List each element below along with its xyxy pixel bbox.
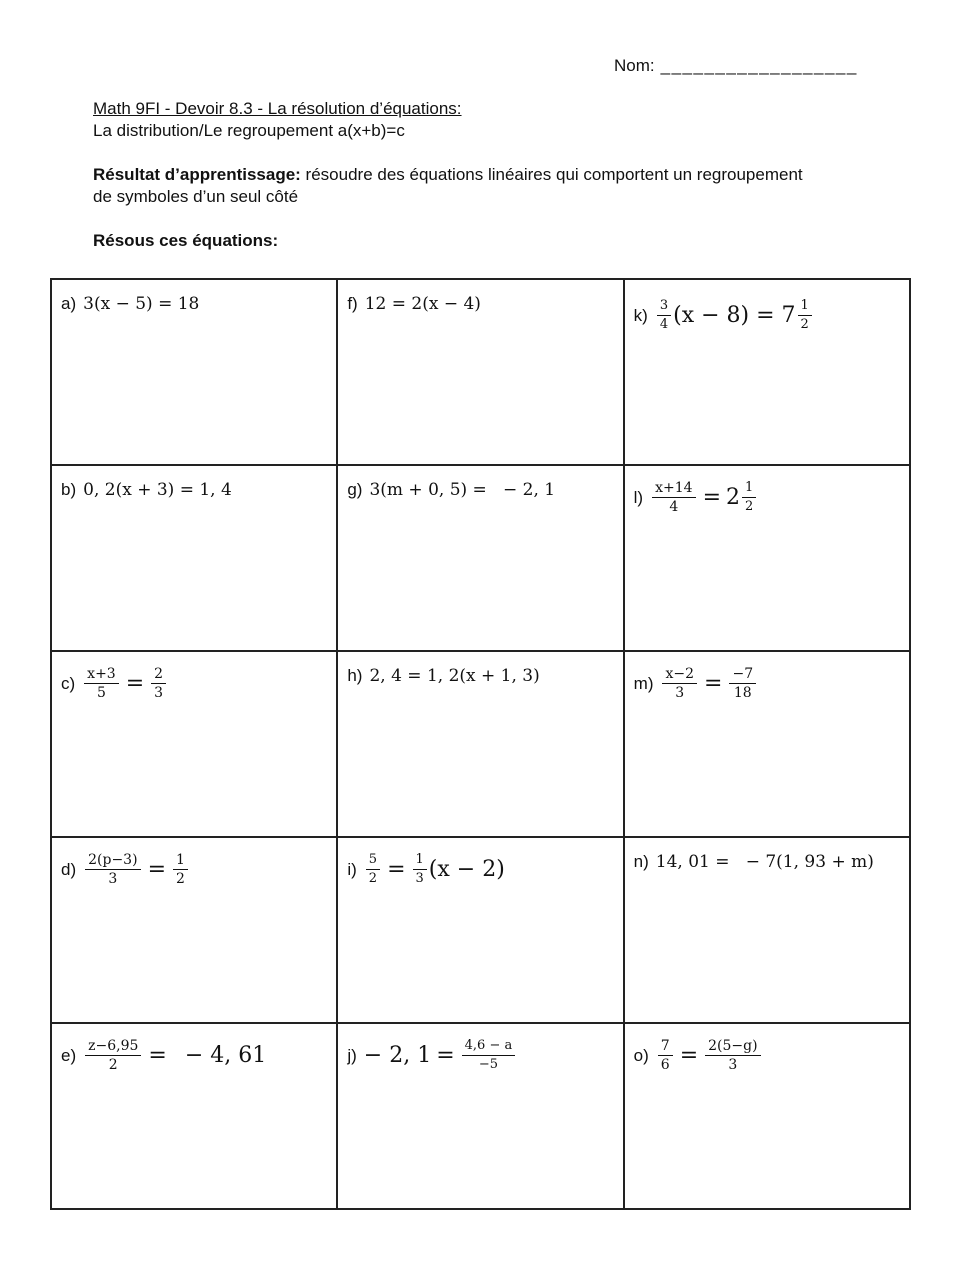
fraction: $\frac{7}{6}$ xyxy=(658,1038,673,1073)
fraction: $\frac{4,6 - a}{-5}$ xyxy=(462,1038,516,1073)
problem-label: c) xyxy=(61,673,76,693)
equation-grid xyxy=(50,278,911,1210)
equals-sign: = xyxy=(704,671,723,696)
problem-label: b) xyxy=(61,480,77,499)
problem-j[interactable] xyxy=(337,1023,623,1209)
learning-outcome xyxy=(93,164,813,208)
fraction: $\frac{-7}{18}$ xyxy=(729,666,756,701)
problem-e[interactable] xyxy=(51,1023,337,1209)
problem-m[interactable] xyxy=(624,651,910,837)
problem-k[interactable] xyxy=(624,279,910,465)
problem-f[interactable] xyxy=(337,279,623,465)
name-field[interactable] xyxy=(614,56,858,76)
equation: 3(x − 5) = 18 xyxy=(83,294,200,314)
problem-label: m) xyxy=(633,673,654,693)
equation: 3(m + 0, 5) = − 2, 1 xyxy=(369,480,556,500)
worksheet-subtitle: La distribution/Le regroupement a(x+b)=c xyxy=(93,121,405,140)
fraction: $\frac{1}{2}$ xyxy=(742,480,756,515)
equation: 2, 4 = 1, 2(x + 1, 3) xyxy=(369,666,540,686)
problem-b[interactable] xyxy=(51,465,337,651)
fraction: $\frac{3}{4}$ xyxy=(657,298,671,333)
equals-sign: = xyxy=(387,857,406,882)
instruction: Résous ces équations: xyxy=(93,231,279,250)
problem-h[interactable] xyxy=(337,651,623,837)
fraction: $\frac{1}{2}$ xyxy=(798,298,812,333)
fraction: $\frac{2(5-g)}{3}$ xyxy=(705,1038,760,1073)
problem-d[interactable] xyxy=(51,837,337,1023)
fraction: $\frac{x-2}{3}$ xyxy=(662,666,697,701)
equation-part: (x − 8) = 7 xyxy=(673,303,796,328)
problem-label: k) xyxy=(633,305,648,325)
equation: 14, 01 = − 7(1, 93 + m) xyxy=(655,852,874,872)
problem-label: d) xyxy=(61,859,77,879)
problem-label: n) xyxy=(633,852,649,871)
worksheet-header xyxy=(93,98,813,252)
problem-label: i) xyxy=(347,859,357,879)
worksheet-title: Math 9FI - Devoir 8.3 - La résolution d’équations: xyxy=(93,99,462,118)
problem-g[interactable] xyxy=(337,465,623,651)
name-label: Nom: xyxy=(614,56,655,75)
equals-sign: = xyxy=(702,485,721,510)
problem-label: f) xyxy=(347,294,358,313)
problem-n[interactable] xyxy=(624,837,910,1023)
problem-label: o) xyxy=(633,1045,649,1065)
fraction: $\frac{z-6,95}{2}$ xyxy=(85,1038,141,1073)
learning-outcome-text: résoudre des équations linéaires qui comportent un regroupement de symboles d’un seul côté xyxy=(93,165,803,206)
equals-sign: = xyxy=(148,1043,167,1068)
problem-label: j) xyxy=(347,1045,357,1065)
equals-sign: = xyxy=(679,1043,699,1068)
fraction: $\frac{5}{2}$ xyxy=(366,852,380,887)
problem-label: g) xyxy=(347,480,363,499)
equation-part: − 2, 1 xyxy=(363,1043,432,1068)
fraction: $\frac{2}{3}$ xyxy=(151,666,166,701)
equation: 12 = 2(x − 4) xyxy=(364,294,481,314)
problem-a[interactable] xyxy=(51,279,337,465)
equals-sign: = xyxy=(147,857,166,882)
equation-part: (x − 2) xyxy=(428,857,505,882)
learning-outcome-label: Résultat d’apprentissage: xyxy=(93,165,301,184)
equation-part: − 4, 61 xyxy=(184,1043,267,1068)
name-blank-line[interactable]: __________________ xyxy=(660,56,858,75)
problem-c[interactable] xyxy=(51,651,337,837)
fraction: $\frac{1}{2}$ xyxy=(173,852,188,887)
fraction: $\frac{x+3}{5}$ xyxy=(84,666,119,701)
problem-label: a) xyxy=(61,294,77,313)
problem-l[interactable] xyxy=(624,465,910,651)
problem-label: h) xyxy=(347,666,363,685)
problem-label: l) xyxy=(633,487,644,507)
problem-o[interactable] xyxy=(624,1023,910,1209)
whole-number: 2 xyxy=(726,485,740,510)
problem-label: e) xyxy=(61,1045,77,1065)
problem-i[interactable] xyxy=(337,837,623,1023)
equals-sign: = xyxy=(436,1043,455,1068)
equals-sign: = xyxy=(125,671,145,696)
equation: 0, 2(x + 3) = 1, 4 xyxy=(83,480,232,500)
fraction: $\frac{2(p-3)}{3}$ xyxy=(85,852,140,887)
fraction: $\frac{1}{3}$ xyxy=(413,852,427,887)
fraction: $\frac{x+14}{4}$ xyxy=(652,480,695,515)
